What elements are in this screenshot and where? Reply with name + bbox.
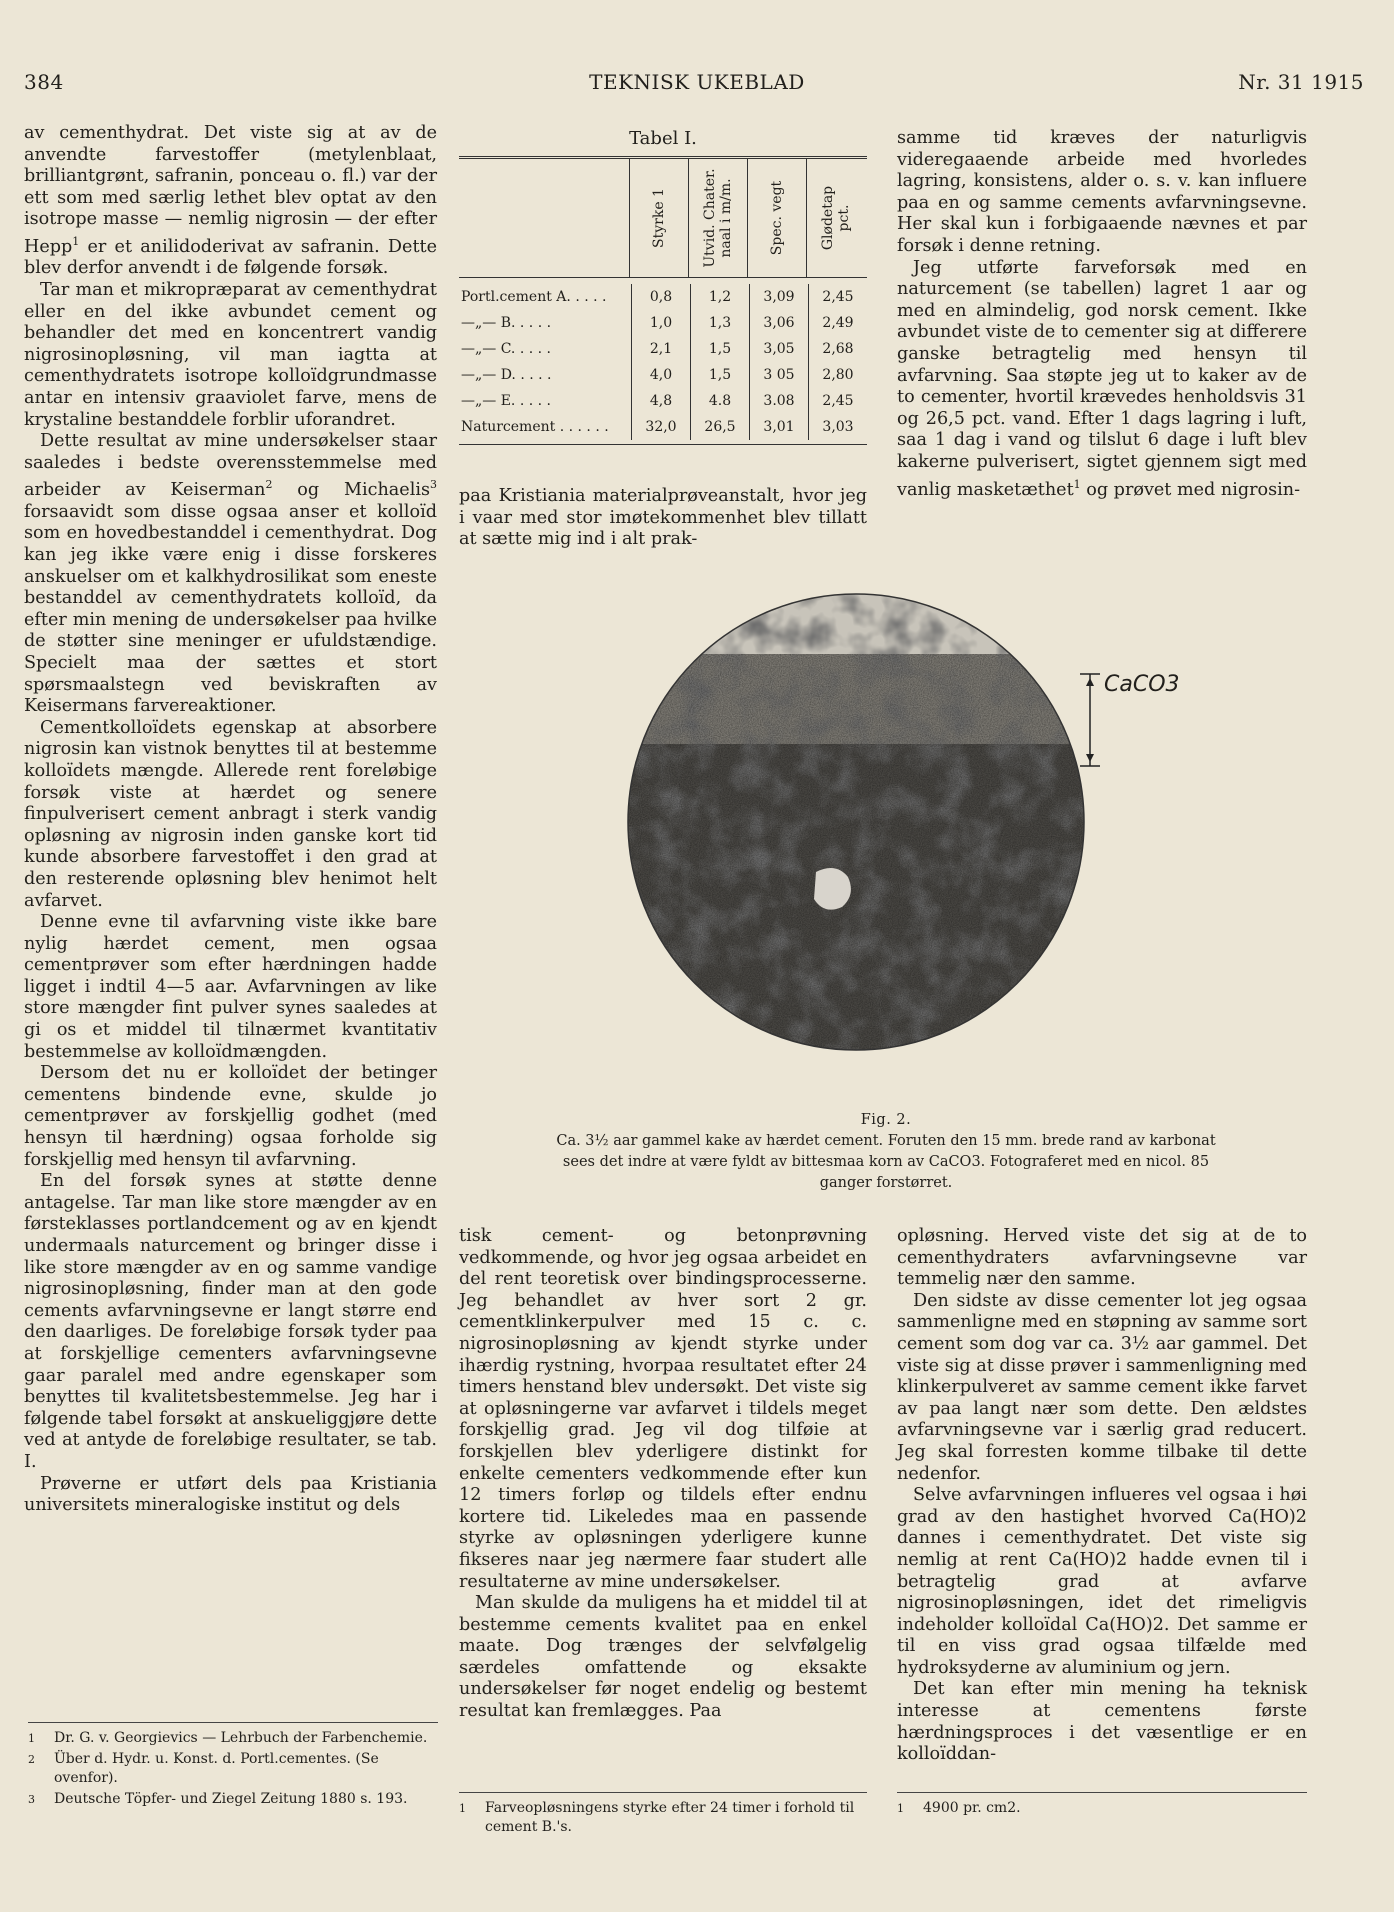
table-row: Naturcement . . . . . . 32,0 26,5 3,01 3,03 bbox=[459, 414, 867, 440]
table-row: —„— D. . . . . 4,0 1,5 3 05 2,80 bbox=[459, 362, 867, 388]
table-header-cell: Utvid. Chater. naal i m/m. bbox=[688, 159, 747, 277]
col3-paragraph-2: Jeg utførte farveforsøk med en naturcement (se tabellen) lagret 1 aar og med en almindelig, god norsk cement. Ikke avbundet viste de to cementer sig at differere ganske betragtelig med hensyn til avfarvning. Saa støpte jeg ut to kaker av de to cementer, hvortil krævedes henholdsvis 31 og 26,5 pct. vand. Efter 1 dags lagring i luft, saa 1 dag i vand og tilslut 6 dage i luft blev kakerne pulverisert, sigtet gjennem sigt med vanlig masketæthet$^1$ og prøvet med nigrosin- bbox=[897, 257, 1307, 500]
micrograph-figure bbox=[626, 592, 1086, 1052]
column-2-top bbox=[459, 486, 867, 551]
col3-paragraph-3: opløsning. Herved viste det sig at de to cementhydraters avfarvningsevne var temmelig nær den samme. bbox=[897, 1226, 1307, 1290]
col1-paragraph-7: En del forsøk synes at støtte denne antagelse. Tar man like store mængder av en førsteklasses portlandcement og av en kjendt undermaals naturcement og bringer disse i like store mængder av en og samme vandige nigrosinopløsning, finder man at den gode cements avfarvningsevne er langt større end den daarliges. De foreløbige forsøk tyder paa at forskjellige cementers avfarvningsevne gaar paralel med andre egenskaper som benyttes til kvalitetsbestemmelse. Jeg har i følgende tabel forsøkt at anskueliggjøre dette ved at antyde de foreløbige resultater, se tab. I. bbox=[24, 1171, 437, 1472]
col1-paragraph-6: Dersom det nu er kolloïdet der betinger cementens bindende evne, skulde jo cementprøver av forskjellig godhet (med hensyn til hærdning) ogsaa forholde sig forskjellig med hensyn til avfarvning. bbox=[24, 1063, 437, 1170]
table-stub-header bbox=[459, 159, 629, 277]
data-table bbox=[459, 156, 867, 445]
footnote-column-3 bbox=[897, 1792, 1307, 1820]
column-3-bottom bbox=[897, 1226, 1307, 1766]
table-row: Portl.cement A. . . . . 0,8 1,2 3,09 2,45 bbox=[459, 284, 867, 310]
figure-caption bbox=[556, 1110, 1216, 1194]
table-header-cell: Styrke 1 bbox=[629, 159, 688, 277]
column-3-top bbox=[897, 128, 1307, 501]
footnote-column-2 bbox=[459, 1792, 867, 1839]
col1-paragraph-4: Cementkolloïdets egenskap at absorbere nigrosin kan vistnok benyttes til at bestemme kolloïdets mængde. Allerede rent foreløbige forsøk viste at hærdet og senere finpulverisert cement anbragt i sterk vandig opløsning av nigrosin inden ganske kort tid kunde absorbere farvestoffet i den grad at den resterende opløsning blev henimot helt avfarvet. bbox=[24, 717, 437, 911]
table-row: —„— E. . . . . 4,8 4.8 3.08 2,45 bbox=[459, 388, 867, 414]
table-header-cell: Glødetap pct. bbox=[806, 159, 865, 277]
footnote: 1 Farveopløsningens styrke efter 24 timer i forhold til cement B.'s. bbox=[459, 1800, 855, 1835]
col1-paragraph-3: Dette resultat av mine undersøkelser staar saaledes i bedste overensstemmelse med arbeider av Keiserman$^2$ og Michaelis$^3$ forsaavidt som disse ogsaa anser et kolloïd som en hovedbestanddel i cementhydrat. Dog kan jeg ikke være enig i disse forskeres anskuelser om et kalkhydrosilikat som eneste bestanddel av cementhydratets kolloïd, da efter min mening de undersøkelser paa hvilke de støtter sine meninger er ufuldstændige. Specielt maa der sættes et stort spørsmaalstegn ved beviskraften av Keisermans farvereaktioner. bbox=[24, 431, 437, 717]
table-header-cell: Spec. vegt bbox=[747, 159, 806, 277]
figure-caption-text: Ca. 3½ aar gammel kake av hærdet cement. Foruten den 15 mm. brede rand av karbonat sees det indre at være fyldt av bittesmaa korn av CaCO3. Fotograferet med en nicol. 85 ganger forstørret. bbox=[556, 1133, 1216, 1191]
col3-paragraph-4: Den sidste av disse cementer lot jeg ogsaa sammenligne med en støpning av samme sort cement som dog var ca. 3½ aar gammel. Det viste sig at disse prøver i sammenligning med klinkerpulveret av samme cement ikke farvet av paa langt nær som dette. Den ældstes avfarvningsevne var i særlig grad reducert. Jeg skal forresten komme tilbake til dette nedenfor. bbox=[897, 1290, 1307, 1484]
table-title: Tabel I. bbox=[629, 128, 697, 149]
table-header-row bbox=[459, 159, 867, 278]
col2-paragraph-2: Man skulde da muligens ha et middel til at bestemme cements kvalitet paa en enkel maate. Dog trænges der selvfølgelig særdeles omfattende og eksakte undersøkelser før noget endelig og bestemt resultat kan fremlægges. Paa bbox=[459, 1593, 867, 1722]
table-row: —„— C. . . . . 2,1 1,5 3,05 2,68 bbox=[459, 336, 867, 362]
table-body bbox=[459, 278, 867, 445]
col1-paragraph-2: Tar man et mikropræparat av cementhydrat eller en del ikke avbundet cement og behandler det med en koncentrert vandig nigrosinopløsning, vil man iagtta at cementhydratets isotrope kolloïdgrundmasse antar en intensiv graaviolet farve, mens de krystaline bestanddele forblir uforandret. bbox=[24, 280, 437, 430]
issue-number: Nr. 31 1915 bbox=[1238, 70, 1364, 94]
column-2-bottom bbox=[459, 1226, 867, 1723]
page-number: 384 bbox=[24, 70, 64, 94]
footnote: 1 4900 pr. cm2. bbox=[897, 1800, 1021, 1816]
footnote: 1 Dr. G. v. Georgievics — Lehrbuch der Farbenchemie. bbox=[28, 1730, 428, 1746]
col3-paragraph-5: Selve avfarvningen influeres vel ogsaa i høi grad av den hastighet hvorved Ca(HO)2 dannes i cementhydratet. Det viste sig nemlig at rent Ca(HO)2 hadde evnen til i betragtelig grad at avfarve nigrosinopløsningen, idet det rimeligvis indeholder kolloïdal Ca(HO)2. Det samme er til en viss grad ogsaa tilfælde med hydroksyderne av aluminium og jern. bbox=[897, 1485, 1307, 1678]
col2-paragraph-top: paa Kristiania materialprøveanstalt, hvor jeg i vaar med stor imøtekommenhet blev tillatt at sætte mig ind i alt prak- bbox=[459, 486, 867, 550]
carbonate-rim-marker bbox=[1074, 670, 1104, 770]
footnote: 2 Über d. Hydr. u. Konst. d. Portl.cementes. (Se ovenfor). bbox=[28, 1751, 379, 1786]
col3-paragraph-6: Det kan efter min mening ha teknisk interesse at cementens første hærdningsproces i det væsentlige er en kolloïddan- bbox=[897, 1679, 1307, 1765]
figure-number: Fig. 2. bbox=[860, 1112, 912, 1128]
col1-paragraph-8: Prøverne er utført dels paa Kristiania universitets mineralogiske institut og dels bbox=[24, 1473, 437, 1516]
column-1 bbox=[24, 123, 437, 1517]
col2-paragraph-1: tisk cement- og betonprøvning vedkommende, og hvor jeg ogsaa arbeidet en del rent teoretisk over bindingsprocesserne. Jeg behandlet av hver sort 2 gr. cementklinkerpulver med 15 c. c. nigrosinopløsning av kjendt styrke under ihærdig rystning, hvorpaa resultatet efter 24 timers henstand blev undersøkt. Det viste sig at opløsningerne var avfarvet i tildels meget forskjellig grad. Jeg vil dog tilføie at forskjellen blev yderligere distinkt for enkelte cementers vedkommende efter kun 12 timers forløp og tildels efter endnu kortere tid. Likeledes maa en passende styrke av opløsningen yderligere kunne fikseres naar jeg nærmere faar studert alle resultaterne av mine undersøkelser. bbox=[459, 1226, 867, 1592]
col3-paragraph-1: samme tid kræves der naturligvis videregaaende arbeide med hvorledes lagring, konsistens, alder o. s. v. kan influere paa en og samme cements avfarvningsevne. Her skal kun i forbigaaende nævnes et par forsøk i denne retning. bbox=[897, 128, 1307, 256]
journal-title: TEKNISK UKEBLAD bbox=[589, 70, 805, 94]
col1-paragraph-1: av cementhydrat. Det viste sig at av de anvendte farvestoffer (metylenblaat, brilliantgrønt, safranin, ponceau o. fl.) var der ett som med særlig lethet blev optat av den isotrope masse — nemlig nigrosin — der efter Hepp$^1$ er et anilidoderivat av safranin. Dette blev derfor anvendt i de følgende forsøk. bbox=[24, 123, 437, 279]
footnote: 3 Deutsche Töpfer- und Ziegel Zeitung 1880 s. 193. bbox=[28, 1791, 408, 1807]
footnotes-column-1 bbox=[28, 1722, 438, 1811]
table-row: —„— B. . . . . 1,0 1,3 3,06 2,49 bbox=[459, 310, 867, 336]
col1-paragraph-5: Denne evne til avfarvning viste ikke bare nylig hærdet cement, men ogsaa cementprøver som efter hærdningen hadde ligget i indtil 4—5 aar. Avfarvningen av like store mængder fint pulver synes saaledes at gi os et middel til tilnærmet kvantitativ bestemmelse av kolloïdmængden. bbox=[24, 912, 437, 1062]
figure-annotation: CaCO3 bbox=[1104, 672, 1180, 697]
